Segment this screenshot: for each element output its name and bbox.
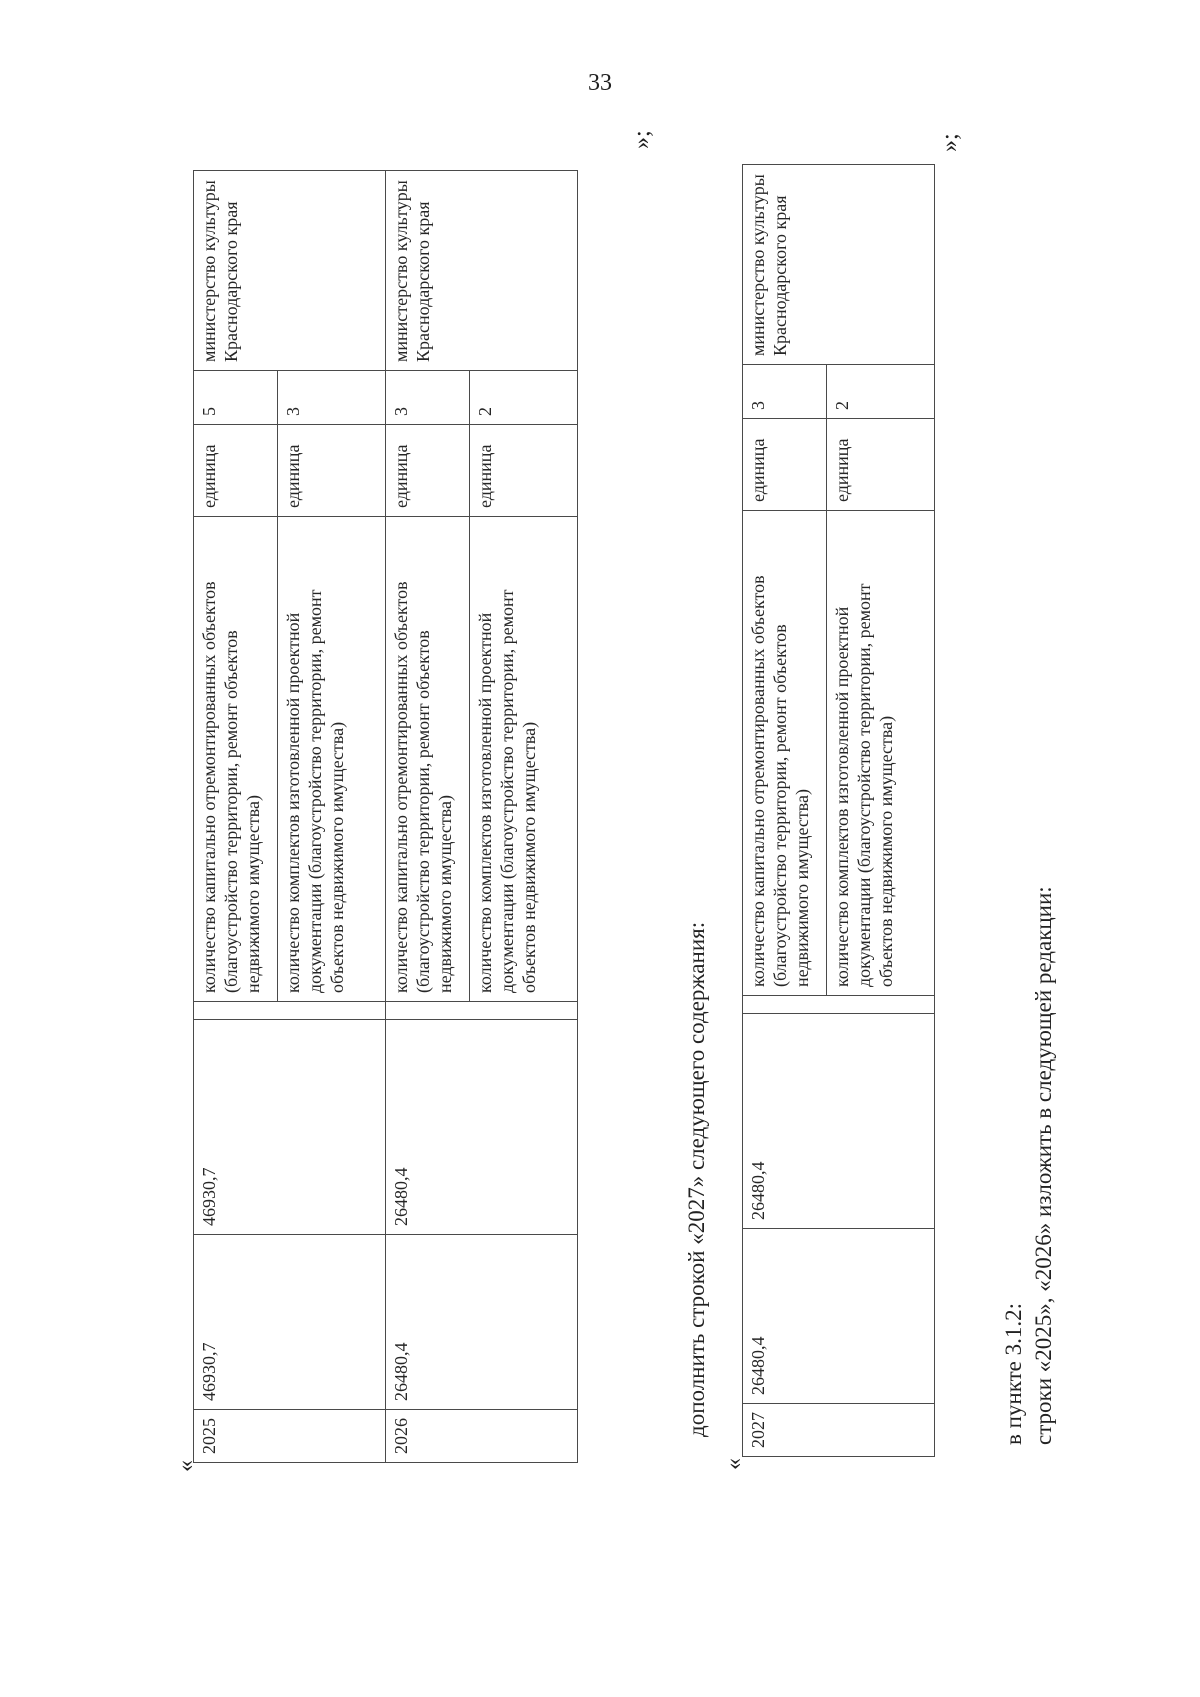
empty-cell	[743, 996, 935, 1014]
indicator-cell: количество капитально отремонтированных объектов (благоустройство территории, ремонт объектов недвижимого имущества)	[743, 511, 827, 996]
empty-cell	[194, 1002, 386, 1020]
opening-quote: «	[721, 1458, 747, 1470]
executor-cell: министерство культуры Краснодарского края	[743, 165, 935, 365]
number-cell: 2	[470, 371, 578, 425]
number-cell: 3	[386, 371, 470, 425]
indicator-cell: количество комплектов изготовленной проектной документации (благоустройство территории, ремонт объектов недвижимого имущества)	[827, 511, 935, 996]
total-cell: 46930,7	[194, 1235, 386, 1410]
indicator-cell: количество комплектов изготовленной проектной документации (благоустройство территории, ремонт объектов недвижимого имущества)	[278, 517, 386, 1002]
table-2	[742, 164, 935, 1457]
executor-cell: министерство культуры Краснодарского края	[194, 171, 386, 371]
intro-paragraph: дополнить строкой «2027» следующего содержания:	[684, 921, 709, 1437]
number-cell: 3	[743, 365, 827, 419]
total-cell: 26480,4	[386, 1235, 578, 1410]
empty-cell	[386, 1002, 578, 1020]
executor-cell: министерство культуры Краснодарского края	[386, 171, 578, 371]
table-row	[194, 171, 278, 1463]
number-cell: 5	[194, 371, 278, 425]
footer-line-2: строки «2025», «2026» изложить в следующей редакции:	[1031, 886, 1056, 1445]
table-1	[193, 170, 578, 1463]
unit-cell: единица	[194, 425, 278, 517]
number-cell: 2	[827, 365, 935, 419]
value-cell: 26480,4	[743, 1014, 935, 1229]
value-cell: 26480,4	[386, 1020, 578, 1235]
unit-cell: единица	[470, 425, 578, 517]
number-cell: 3	[278, 371, 386, 425]
closing-quote: »;	[937, 133, 963, 152]
opening-quote: «	[173, 1460, 199, 1472]
unit-cell: единица	[278, 425, 386, 517]
year-cell: 2026	[386, 1410, 578, 1463]
table-row	[386, 171, 470, 1463]
unit-cell: единица	[827, 419, 935, 511]
unit-cell: единица	[743, 419, 827, 511]
unit-cell: единица	[386, 425, 470, 517]
year-cell: 2027	[743, 1404, 935, 1457]
indicator-cell: количество комплектов изготовленной проектной документации (благоустройство территории, ремонт объектов недвижимого имущества)	[470, 517, 578, 1002]
table-row	[743, 165, 827, 1457]
footer-line-1: в пункте 3.1.2:	[1001, 1303, 1026, 1445]
year-cell: 2025	[194, 1410, 386, 1463]
page-number: 33	[588, 70, 612, 96]
total-cell: 26480,4	[743, 1229, 935, 1404]
indicator-cell: количество капитально отремонтированных объектов (благоустройство территории, ремонт объектов недвижимого имущества)	[386, 517, 470, 1002]
indicator-cell: количество капитально отремонтированных объектов (благоустройство территории, ремонт объектов недвижимого имущества)	[194, 517, 278, 1002]
value-cell: 46930,7	[194, 1020, 386, 1235]
closing-quote: »;	[629, 130, 655, 149]
